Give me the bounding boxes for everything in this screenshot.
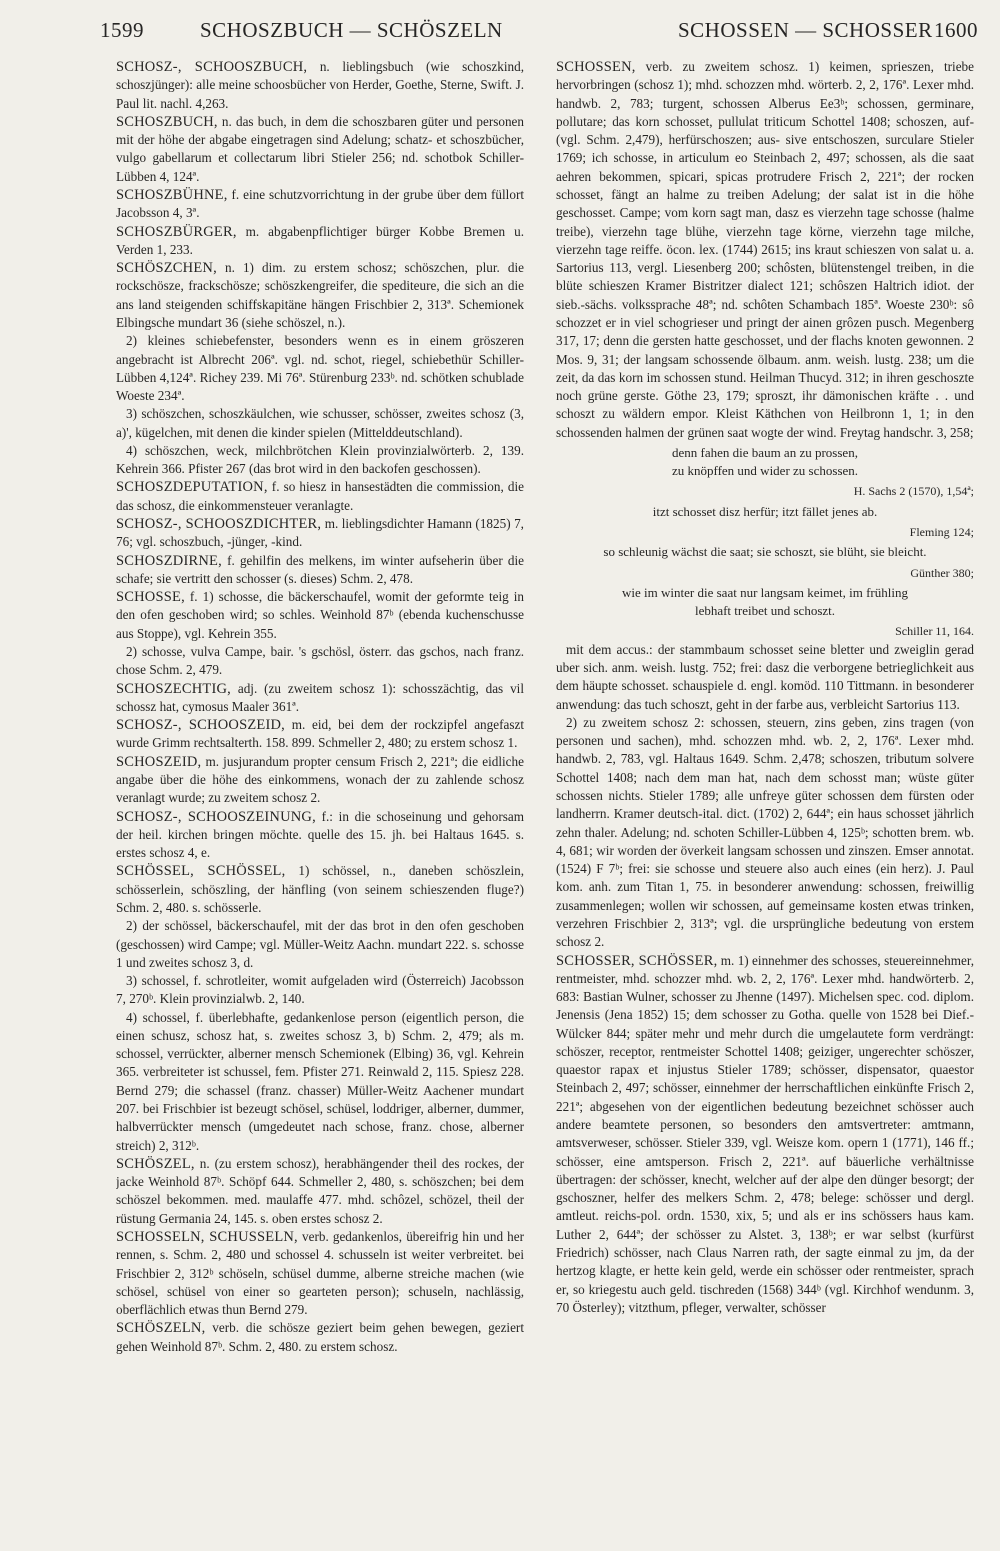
- entry-headword: SCHOSZ-, SCHOOSZBUCH,: [116, 59, 308, 75]
- entry-body: f. 1) schosse, die bäckerschaufel, womit der geformte teig in den ofen geschoben wird; so schles. Weinhold 87ᵇ (ebenda kuchenschusse aus Stoppe), vgl. Kehrein 355.: [116, 589, 524, 641]
- entry-body: 2) der schössel, bäckerschaufel, mit der das brot in den ofen geschoben (geschossen) wird Campe; vgl. Müller-Weitz Aachn. mundart 222. s. schosse 1 und zweites schosz 3, d.: [116, 918, 524, 970]
- entry-body: n. 1) dim. zu erstem schosz; schöszchen, plur. die rockschösze, frackschösze; schöszkengreifer, die spediteure, die sich an die ans land steigenden schiffskapitäne hängen Frischbier 2, 313ª. Schemionek Elbingsche mundart 36 (siehe schöszel, n.).: [116, 260, 524, 330]
- left-column: [116, 58, 524, 1536]
- dictionary-entry: [116, 515, 524, 552]
- dictionary-entry: [116, 716, 524, 753]
- entry-headword: SCHÖSZELN,: [116, 1320, 206, 1337]
- entry-headword: SCHÖSSEL, SCHÖSSEL,: [116, 863, 286, 880]
- entry-body: n. (zu erstem schosz), herabhängender theil des rockes, der jacke Weinhold 87ᵇ. Schöpf 644. Schmeller 2, 480, s. schöszchen; bei dem schöszel bekommen. med. maulaffe 477. mhd. schôzel, schözel, theil der rüstung Germania 24, 145. s. oben erstes schosz 2.: [116, 1155, 524, 1226]
- entry-headword: SCHOSZ-, SCHOOSZEINUNG,: [116, 808, 316, 825]
- dictionary-entry: [556, 714, 974, 952]
- entry-body: mit dem accus.: der stammbaum schosset seine bletter und zweiglin gerad uber sich. anm. weish. lustg. 752; frei: dasz die verborgene betrieglichkeit aus dem häupte schosset. schauspiele d. engl. komöd. 110 Tittmann. in besonderer anwendung: das tuch schoszt, geht in der farbe aus, verbleicht Sartorius 113.: [556, 641, 974, 712]
- dictionary-entry: [116, 1319, 524, 1356]
- verse-quotation: so schleunig wächst die saat; sie schoszt, sie blüht, sie bleicht.: [603, 544, 927, 560]
- dictionary-entry: [556, 641, 974, 714]
- dictionary-entry: [116, 862, 524, 917]
- entry-body: n. das buch, in dem die schoszbaren güter und personen mit der höhe der abgabe eingetragen sind Adelung; schatz- et schoszbücher, vulgo gabellarum et collectarum libri Stieler 256; nd. schotbok Schiller-Lübben 4, 124ª.: [116, 113, 524, 184]
- quotation-source: Schiller 11, 164.: [895, 624, 974, 639]
- entry-headword: SCHOSZBÜRGER,: [116, 223, 237, 240]
- right-page-number: 1600: [934, 18, 978, 42]
- entry-body: 1) schössel, n., daneben schöszlein, schösserlein, schöszling, der hänfling (von seinem schieszenden fluge?) Schm. 2, 480. s. schösserle.: [116, 863, 524, 915]
- entry-body: f. gehilfin des melkens, im winter aufseherin über die schafe; sie vertritt den schosser (s. dieses) Schm. 2, 478.: [116, 552, 524, 586]
- dictionary-entry: [116, 58, 524, 113]
- entry-body: m. 1) einnehmer des schosses, steuereinnehmer, rentmeister, mhd. schozzer mhd. wb. 2, 2, 176ª. Lexer mhd. handwörterb. 2, 683: Bastian Wulner, schosser zu Jhenne (1497). Michelsen spec. cod. diplom. Jenensis (Jena 1852) 15; dem schosser zu Gotha. quelle von 1528 bei Dief.-Wülcker 844; später mehr und mehr durch die umgelautete form verdrängt: schöszer, receptor, rentmeister Schottel 1408; geiziger, ungerechter schöszer, quaestor rapax et injustus Stieler 1789; schösser, dispensator, quaestor Steinbach 2, 497; schösser, einnehmer der herrschaftlichen einkünfte Frisch 2, 221ª; abgesehen von der eigentlichen bedeutung bezeichnet schösser auch andere beamtete personen, so besonders den amtsvertreter: amtmann, amtsverweser, schösser. Stieler 339, vgl. Weisze kom. opern 1 (1771), 146 ff.; schösser, eine amtsperson. Frisch 2, 221ª. auf bäuerliche verhältnisse übertragen: der schösser, knecht, welcher auf der alpe den dünger besorgt; der gschoszner, helfer des melkers Schm. 2, 478; belege: schösser und dergl. amtleut. reichs-pol. ordn. 1530, xix, 5; und als er ins schössers haus kam. Luther 2, 644ª; der schösser zu Alstet. 3, 138ᵇ; er war selbst (kurfürst Friedrich) schösser, nach Claus Narren rath, der sagte einmal zu jm, da der hertzog klagte, er hette kein geld, werde ein schösser oder rentmeister, sprach er, so kriegestu auch geld. tischreden (1568) 344ᵇ (vgl. Kirchhof wendunm. 3, 70 Österley); vitzthum, pfleger, verwalter, schösser: [556, 952, 974, 1315]
- entry-body: 3) schossel, f. schrotleiter, womit aufgeladen wird (Österreich) Jacobsson 7, 270ᵇ. Klein provinzialwb. 2, 140.: [116, 973, 524, 1007]
- quotation-source: Günther 380;: [910, 565, 974, 580]
- verse-quotation: itzt schosset disz herfür; itzt fället jenes ab.: [652, 503, 878, 519]
- left-running-title: SCHOSZBUCH — SCHÖSZELN: [200, 18, 503, 42]
- dictionary-entry: [556, 952, 974, 1318]
- entry-body: m. abgabenpflichtiger bürger Kobbe Bremen u. Verden 1, 233.: [116, 223, 524, 257]
- dictionary-entry: [116, 917, 524, 972]
- dictionary-entry: [116, 442, 524, 479]
- entry-body: verb. gedankenlos, übereifrig hin und her rennen, s. Schm. 2, 480 und schossel 4. schusseln ist weiter verbreitet. bei Frischbier 2, 312ᵇ schöseln, schüsel dumme, alberne streiche machen (wie schösel, schüsel von einer so gearteten person); schuseln, nachlässig, oberflächlich etwas thun Bernd 279.: [116, 1229, 524, 1318]
- dictionary-entry: [116, 588, 524, 643]
- entry-body: adj. (zu zweitem schosz 1): schosszächtig, das vil schossz hat, cymosus Maaler 361ª.: [116, 680, 524, 714]
- dictionary-entry: [116, 1009, 524, 1155]
- entry-body: 3) schöszchen, schoszkäulchen, wie schusser, schösser, zweites schosz (3, a)', kügelchen, mit denen die kinder spielen (Mittelddeutschland).: [116, 406, 524, 440]
- entry-headword: SCHOSZBUCH,: [116, 113, 218, 130]
- dictionary-entry: [116, 113, 524, 186]
- dictionary-entry: [116, 808, 524, 863]
- dictionary-entry: [556, 58, 974, 442]
- entry-headword: SCHÖSZEL,: [116, 1155, 195, 1172]
- entry-body: 2) zu zweitem schosz 2: schossen, steuern, zins geben, zins tragen (von personen und sachen), mhd. schozzen mhd. wb. 2, 2, 176ª. Lexer mhd. handwb. 2, 783, vgl. Haltaus 1649. Schm. 2,478; schoszen, tributum solvere Schottel 1408; nach dem man hat, nach dem schosst man; wüste güter schossen nichts. Stieler 1789; alle unfreye güter schossen dem fürsten oder landherrn. Kramer deutsch-ital. dict. (1702) 2, 644ª; ein haus schosset jährlich zehn thaler. Adelung; nd. schoten Schiller-Lübben 4, 125ᵇ; schotten brem. wb. 4, 681; wir worden der överkeit langsam schossen und zinszen. Emser annotat. (1524) F 7ᵇ; frei: sie schosse und steuere also auch eines (ein herz). J. Paul kom. anh. zum Titan 1, 75. in besonderer anwendung: schossen, freiwillig zusammenlegen; wollen wir schossen, auf gemeinsame kosten etwas trinken, verzehren Frischbier 2, 313ª; vgl. die ursprüngliche bedeutung von erstem schosz 2.: [556, 714, 974, 950]
- page-header: [100, 18, 978, 48]
- entry-body: m. eid, bei dem der rockzipfel angefaszt wurde Grimm rechtsalterth. 158. 899. Schmeller 2, 480; zu erstem schosz 1.: [116, 717, 524, 751]
- entry-headword: SCHOSZDEPUTATION,: [116, 479, 268, 496]
- dictionary-entry: [116, 405, 524, 442]
- entry-headword: SCHÖSZCHEN,: [116, 260, 217, 277]
- entry-headword: SCHOSZEID,: [116, 753, 202, 770]
- dictionary-entry: [116, 186, 524, 223]
- entry-body: n. lieblingsbuch (wie schoszkind, schoszjünger): alle meine schoosbücher von Herder, Goethe, Sterne, Swift. J. Paul lit. nachl. 4,263.: [116, 59, 524, 111]
- dictionary-entry: [116, 643, 524, 680]
- entry-body: 2) kleines schiebefenster, besonders wenn es in einem gröszeren angebracht ist Albrecht 206ª. vgl. nd. schot, riegel, schiebethür Schiller-Lübben 4,124ª. Richey 239. Mi 76ª. Stürenburg 233ᵇ. nd. schötken schublade Woeste 234ª.: [116, 333, 524, 404]
- entry-body: f.: in die schoseinung und gehorsam der heil. kirchen bringen möchte. quelle des 15. jh. bei Haltaus 1645. s. erstes schosz 4, e.: [116, 808, 524, 861]
- dictionary-entry: [116, 332, 524, 405]
- entry-body: m. lieblingsdichter Hamann (1825) 7, 76; vgl. schoszbuch, -jünger, -kind.: [116, 516, 524, 550]
- dictionary-entry: [116, 223, 524, 260]
- left-page-number: 1599: [100, 18, 144, 42]
- entry-headword: SCHOSSELN, SCHUSSELN,: [116, 1229, 298, 1245]
- dictionary-entry: [116, 972, 524, 1009]
- verse-quotation: denn fahen die baum an zu prossen, zu knöpffen und wider zu schossen.: [671, 444, 859, 479]
- entry-body: verb. die schösze geziert beim gehen bewegen, geziert gehen Weinhold 87ᵇ. Schm. 2, 480. zu erstem schosz.: [116, 1320, 524, 1354]
- dictionary-entry: [116, 478, 524, 515]
- entry-body: 4) schöszchen, weck, milchbrötchen Klein provinzialwörterb. 2, 139. Kehrein 366. Pfister 267 (das brot wird in den backofen geschossen).: [116, 442, 524, 477]
- right-column: [556, 58, 974, 1536]
- entry-headword: SCHOSSER, SCHÖSSER,: [556, 952, 718, 969]
- right-running-title: SCHOSSEN — SCHOSSER: [678, 18, 933, 42]
- dictionary-entry: [116, 552, 524, 589]
- entry-headword: SCHOSZECHTIG,: [116, 680, 231, 697]
- entry-headword: SCHOSSE,: [116, 589, 185, 606]
- entry-headword: SCHOSSEN,: [556, 59, 636, 75]
- entry-headword: SCHOSZ-, SCHOOSZEID,: [116, 717, 285, 734]
- dictionary-entry: [116, 753, 524, 808]
- quotation-source: H. Sachs 2 (1570), 1,54ª;: [853, 484, 974, 499]
- dictionary-entry: [116, 259, 524, 332]
- entry-headword: SCHOSZ-, SCHOOSZDICHTER,: [116, 516, 322, 533]
- entry-body: 2) schosse, vulva Campe, bair. 's gschösl, österr. das gschos, nach franz. chose Schm. 2, 479.: [116, 644, 524, 678]
- entry-body: f. eine schutzvorrichtung in der grube über dem füllort Jacobsson 4, 3ª.: [116, 186, 524, 221]
- entry-body: 4) schossel, f. überlebhafte, gedankenlose person (eigentlich person, die einen schusz, schosz hat, s. zweites schosz 3, b) Schm. 2, 479; als m. schossel, verrückter, alberner mensch Schemionek (Elbing) 36, vgl. Kehrein 365. verbreiteter ist schussel, fem. Pfister 271. Reinwald 2, 115. Spiesz 228. Bernd 279; die schassel (franz. chasser) Müller-Weitz Aachener mundart 207. bei Frischbier ist bezeugt schösel, schüsel, loddriger, alberner, dummer, halbverrückter mensch (umgedeutet nach schose, franz. chose, alberner streich) 2, 312ᵇ.: [116, 1009, 524, 1153]
- entry-body: m. jusjurandum propter censum Frisch 2, 221ª; die eidliche angabe über die höhe des einkommens, wonach der zu zahlende schosz veranlagt wurde; zu zweitem schosz 2.: [116, 753, 524, 806]
- dictionary-entry: [116, 1155, 524, 1228]
- entry-headword: SCHOSZDIRNE,: [116, 552, 222, 569]
- entry-body: verb. zu zweitem schosz. 1) keimen, sprieszen, triebe hervorbringen (schosz 1); mhd. schozzen mhd. wörterb. 2, 2, 176ª. Lexer mhd. handwb. 2, 783; turgent, schossen Alberus Ee3ᵇ; schossen, germinare, pollutare; das korn schosset, pullulat triticum Schottel 1408; schoszen, auf- (vgl. Schm. 2,479), herfürschoszen; aus- sive entschoszen, surculare Stieler 1769; ich schosse, in articulum eo Steinbach 2, 497; schossen, als die saat aehren bekommen, spicari, spicas protrudere Frisch 2, 221ª; der rocken schosset, fängt an halme zu treiben Adelung; der salat ist in die höhe geschosset. Campe; vom korn sagt man, dasz es vierzehn tage schosse (halme treibe), vierzehn tage blühe, vierzehn tage körne, vierzehn tage milche, vierzehn tage reiffe. öcon. lex. (1744) 2615; ins kraut schieszen von salat u. a. Sartorius 113, vergl. Liesenberg 200; schôsten, blütenstengel treiben, in die blüte schieszen Kramer Bistritzer dialect 121; schôszen Haltrich idiot. der sieb.-sächs. volkssprache 48ª; nd. schôten Schambach 185ª. Woeste 230ᵇ: sô schozzet er in viel schogrieser und pringt der ainen grôzen pusch. Megenberg 317, 17; denn die gersten hatte geschosset, und der flachs knoten gewonnen. 2 Mos. 9, 31; der langsam schossende ölbaum. anm. weish. lustg. 238; um die zeit, da das korn im schossen stund. Heilman Thucyd. 312; in ihren geschoszte noch grüne gerste. Göthe 23, 179; sproszt, ihr dämonischen kräfte . . und schoszt zu wäldern empor. Kleist Käthchen von Heilbronn 1, 1; in den schossenden halmen der grünen saat wogte der wind. Freytag handschr. 3, 258;: [556, 59, 974, 440]
- quotation-source: Fleming 124;: [909, 525, 974, 540]
- verse-quotation: wie im winter die saat nur langsam keimet, im frühling lebhaft treibet und schoszt.: [622, 584, 908, 619]
- entry-headword: SCHOSZBÜHNE,: [116, 186, 228, 203]
- dictionary-entry: [116, 1228, 524, 1319]
- dictionary-entry: [116, 680, 524, 717]
- entry-body: f. so hiesz in hansestädten die commission, die das schosz, die einkommensteuer veranlagte.: [116, 479, 524, 513]
